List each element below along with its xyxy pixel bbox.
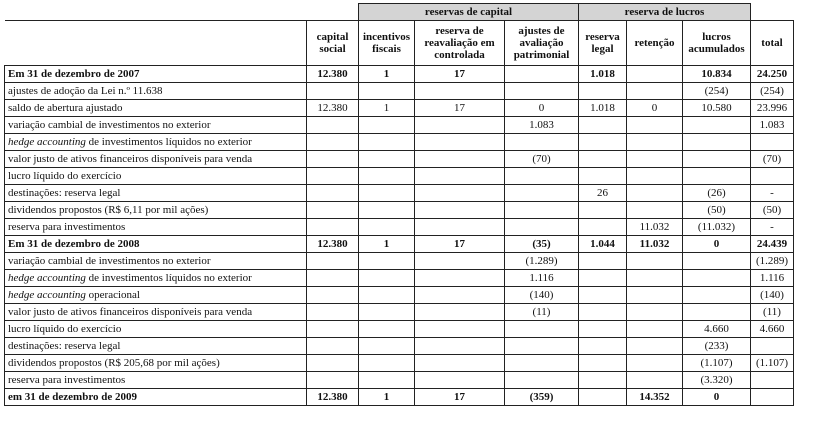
table-cell: [627, 133, 683, 150]
table-row: [5, 99, 794, 116]
column-header-row: [5, 20, 794, 65]
table-cell: [359, 184, 415, 201]
row-label-text: valor justo de ativos financeiros disponíveis para venda: [8, 305, 253, 318]
row-label: [5, 150, 307, 167]
table-cell: 24.250: [751, 65, 794, 82]
table-cell: [751, 388, 794, 405]
table-row: [5, 150, 794, 167]
table-cell: [415, 218, 505, 235]
table-cell: [751, 167, 794, 184]
table-cell: (50): [683, 201, 751, 218]
table-cell: 14.352: [627, 388, 683, 405]
table-cell: [307, 303, 359, 320]
table-cell: 23.996: [751, 99, 794, 116]
table-cell: [415, 116, 505, 133]
table-cell: [415, 150, 505, 167]
table-cell: 0: [505, 99, 579, 116]
table-cell: [627, 201, 683, 218]
table-cell: [579, 150, 627, 167]
row-label: [5, 235, 307, 252]
table-cell: [415, 184, 505, 201]
table-cell: [359, 371, 415, 388]
row-label-text: dividendos propostos (R$ 6,11 por mil ações): [8, 203, 209, 216]
row-label-text: em 31 de dezembro de 2009: [8, 390, 138, 403]
table-cell: [307, 337, 359, 354]
table-cell: 12.380: [307, 65, 359, 82]
table-cell: [683, 303, 751, 320]
table-cell: (11): [751, 303, 794, 320]
table-cell: [579, 133, 627, 150]
table-cell: (70): [505, 150, 579, 167]
row-label-text: saldo de abertura ajustado: [8, 101, 123, 114]
table-cell: -: [751, 184, 794, 201]
row-label-text: lucro líquido do exercício: [8, 322, 122, 335]
table-cell: [307, 252, 359, 269]
table-cell: [307, 354, 359, 371]
table-cell: [579, 388, 627, 405]
table-cell: [627, 371, 683, 388]
table-row: [5, 303, 794, 320]
table-cell: [627, 252, 683, 269]
table-cell: [579, 371, 627, 388]
table-cell: [579, 269, 627, 286]
table-cell: (1.107): [751, 354, 794, 371]
table-cell: 1: [359, 99, 415, 116]
row-label-text: lucro líquido do exercício: [8, 169, 122, 182]
table-row: [5, 286, 794, 303]
row-label: [5, 201, 307, 218]
table-cell: 11.032: [627, 235, 683, 252]
table-cell: [307, 116, 359, 133]
row-label: [5, 133, 307, 150]
table-cell: [415, 354, 505, 371]
table-cell: [359, 252, 415, 269]
table-row: [5, 218, 794, 235]
col-header-reserva-reavaliacao: reserva de reavaliação em controlada: [415, 20, 505, 65]
row-label: [5, 82, 307, 99]
table-cell: [579, 252, 627, 269]
table-cell: (359): [505, 388, 579, 405]
row-label-text: reserva para investimentos: [8, 373, 126, 386]
table-cell: 1.018: [579, 65, 627, 82]
table-cell: [359, 320, 415, 337]
table-cell: [307, 150, 359, 167]
table-cell: 17: [415, 99, 505, 116]
row-label: [5, 354, 307, 371]
header-corner-top: [5, 4, 307, 21]
table-body: [5, 65, 794, 405]
table-row: [5, 371, 794, 388]
table-cell: [415, 201, 505, 218]
table-cell: [627, 354, 683, 371]
table-cell: [751, 371, 794, 388]
header-corner: [5, 20, 307, 65]
table-cell: [415, 371, 505, 388]
table-cell: [627, 337, 683, 354]
table-cell: [307, 201, 359, 218]
table-cell: [359, 269, 415, 286]
row-label: [5, 337, 307, 354]
table-cell: [683, 252, 751, 269]
row-label-italic-term: hedge accounting: [8, 288, 86, 301]
table-cell: [359, 303, 415, 320]
table-cell: 10.580: [683, 99, 751, 116]
table-cell: [579, 303, 627, 320]
table-cell: 0: [683, 388, 751, 405]
table-cell: [359, 201, 415, 218]
table-cell: [683, 286, 751, 303]
row-label: [5, 252, 307, 269]
row-label-text: variação cambial de investimentos no exterior: [8, 118, 211, 131]
table-cell: 1: [359, 388, 415, 405]
table-cell: [627, 167, 683, 184]
table-row: [5, 235, 794, 252]
table-row: [5, 116, 794, 133]
table-cell: [505, 65, 579, 82]
table-cell: [579, 201, 627, 218]
table-cell: (233): [683, 337, 751, 354]
row-label-italic-term: hedge accounting: [8, 271, 86, 284]
table-cell: [359, 218, 415, 235]
table-cell: [359, 337, 415, 354]
row-label-text: Em 31 de dezembro de 2008: [8, 237, 140, 250]
row-label-italic-term: hedge accounting: [8, 135, 86, 148]
table-cell: (140): [505, 286, 579, 303]
table-cell: [307, 184, 359, 201]
table-cell: 4.660: [751, 320, 794, 337]
table-row: [5, 354, 794, 371]
table-cell: (254): [751, 82, 794, 99]
table-cell: (254): [683, 82, 751, 99]
header-blank-capital-social: [307, 4, 359, 21]
row-label: [5, 388, 307, 405]
table-cell: 0: [683, 235, 751, 252]
table-cell: [307, 320, 359, 337]
table-cell: [415, 269, 505, 286]
table-cell: [683, 133, 751, 150]
table-cell: [579, 218, 627, 235]
table-cell: [683, 167, 751, 184]
table-cell: 1: [359, 235, 415, 252]
table-cell: 12.380: [307, 99, 359, 116]
table-cell: [627, 269, 683, 286]
table-cell: [359, 354, 415, 371]
table-row: [5, 133, 794, 150]
col-header-ajustes-avaliacao: ajustes de avaliação patrimonial: [505, 20, 579, 65]
table-cell: [415, 133, 505, 150]
table-cell: (1.289): [751, 252, 794, 269]
table-row: [5, 269, 794, 286]
table-cell: [683, 116, 751, 133]
table-cell: (70): [751, 150, 794, 167]
table-cell: [307, 218, 359, 235]
table-cell: [359, 167, 415, 184]
table-cell: -: [751, 218, 794, 235]
table-cell: 11.032: [627, 218, 683, 235]
table-cell: [359, 150, 415, 167]
col-header-reserva-legal: reserva legal: [579, 20, 627, 65]
row-label: [5, 371, 307, 388]
table-cell: [683, 269, 751, 286]
col-header-capital-social: capital social: [307, 20, 359, 65]
row-label-text: Em 31 de dezembro de 2007: [8, 67, 140, 80]
table-cell: [505, 354, 579, 371]
row-label: [5, 65, 307, 82]
table-cell: [359, 116, 415, 133]
table-cell: [505, 133, 579, 150]
table-cell: [627, 82, 683, 99]
table-cell: [579, 116, 627, 133]
row-label: [5, 116, 307, 133]
table-cell: [579, 167, 627, 184]
table-cell: 10.834: [683, 65, 751, 82]
table-cell: 17: [415, 65, 505, 82]
table-cell: [579, 320, 627, 337]
table-cell: [627, 65, 683, 82]
col-header-retencao: retenção: [627, 20, 683, 65]
table-cell: [359, 133, 415, 150]
table-cell: (35): [505, 235, 579, 252]
table-row: [5, 65, 794, 82]
table-cell: 24.439: [751, 235, 794, 252]
row-label-text: ajustes de adoção da Lei n.º 11.638: [8, 84, 163, 97]
row-label-text: destinações: reserva legal: [8, 186, 121, 199]
table-cell: [307, 133, 359, 150]
table-cell: [415, 82, 505, 99]
table-cell: [505, 337, 579, 354]
table-cell: 17: [415, 235, 505, 252]
table-cell: 1.044: [579, 235, 627, 252]
row-label-text: valor justo de ativos financeiros disponíveis para venda: [8, 152, 253, 165]
table-cell: 1.018: [579, 99, 627, 116]
row-label: [5, 303, 307, 320]
group-header-reservas-capital: reservas de capital: [359, 4, 579, 21]
row-label: [5, 184, 307, 201]
table-cell: 4.660: [683, 320, 751, 337]
row-label-text: reserva para investimentos: [8, 220, 126, 233]
row-label: [5, 286, 307, 303]
table-cell: [505, 167, 579, 184]
table-cell: [415, 303, 505, 320]
col-header-total: total: [751, 20, 794, 65]
table-cell: [579, 337, 627, 354]
table-row: [5, 184, 794, 201]
equity-statement-container: [4, 3, 794, 406]
table-cell: [505, 184, 579, 201]
table-row: [5, 201, 794, 218]
row-label: [5, 320, 307, 337]
row-label-text: variação cambial de investimentos no exterior: [8, 254, 211, 267]
table-cell: [415, 252, 505, 269]
table-cell: [307, 269, 359, 286]
table-cell: 1.083: [751, 116, 794, 133]
table-cell: [359, 286, 415, 303]
header-blank-total: [751, 4, 794, 21]
table-cell: [415, 320, 505, 337]
row-label: [5, 269, 307, 286]
table-row: [5, 337, 794, 354]
equity-statement-table: [4, 3, 794, 406]
row-label-text: dividendos propostos (R$ 205,68 por mil ações): [8, 356, 220, 369]
table-cell: [505, 320, 579, 337]
table-row: [5, 388, 794, 405]
table-cell: [505, 371, 579, 388]
table-cell: 1: [359, 65, 415, 82]
table-cell: [307, 286, 359, 303]
table-cell: (3.320): [683, 371, 751, 388]
table-cell: [683, 150, 751, 167]
col-header-incentivos-fiscais: incentivos fiscais: [359, 20, 415, 65]
table-cell: [627, 150, 683, 167]
table-cell: 12.380: [307, 388, 359, 405]
table-cell: [627, 116, 683, 133]
table-row: [5, 82, 794, 99]
table-cell: (1.107): [683, 354, 751, 371]
row-label-text: destinações: reserva legal: [8, 339, 121, 352]
row-label-text: operacional: [85, 288, 140, 301]
table-cell: [505, 82, 579, 99]
table-cell: [751, 337, 794, 354]
row-label: [5, 167, 307, 184]
table-cell: (26): [683, 184, 751, 201]
table-cell: [627, 320, 683, 337]
table-cell: 0: [627, 99, 683, 116]
table-cell: [751, 133, 794, 150]
group-header-row: [5, 4, 794, 21]
table-cell: (11.032): [683, 218, 751, 235]
table-row: [5, 167, 794, 184]
row-label-text: de investimentos líquidos no exterior: [85, 271, 252, 284]
table-cell: 1.083: [505, 116, 579, 133]
table-cell: [627, 303, 683, 320]
table-cell: (140): [751, 286, 794, 303]
table-cell: [627, 184, 683, 201]
table-row: [5, 252, 794, 269]
table-cell: [579, 82, 627, 99]
row-label: [5, 218, 307, 235]
table-cell: 12.380: [307, 235, 359, 252]
table-cell: [307, 167, 359, 184]
table-cell: (50): [751, 201, 794, 218]
table-cell: [505, 201, 579, 218]
row-label: [5, 99, 307, 116]
table-cell: [415, 167, 505, 184]
table-cell: [307, 82, 359, 99]
table-cell: [579, 354, 627, 371]
table-cell: [415, 337, 505, 354]
table-row: [5, 320, 794, 337]
table-cell: [627, 286, 683, 303]
col-header-lucros-acumulados: lucros acumulados: [683, 20, 751, 65]
table-cell: [579, 286, 627, 303]
table-cell: 1.116: [751, 269, 794, 286]
table-cell: [307, 371, 359, 388]
table-cell: [359, 82, 415, 99]
table-cell: [415, 286, 505, 303]
table-cell: (11): [505, 303, 579, 320]
table-cell: [505, 218, 579, 235]
table-cell: 1.116: [505, 269, 579, 286]
table-cell: 26: [579, 184, 627, 201]
row-label-text: de investimentos líquidos no exterior: [85, 135, 252, 148]
group-header-reserva-lucros: reserva de lucros: [579, 4, 751, 21]
table-cell: (1.289): [505, 252, 579, 269]
table-cell: 17: [415, 388, 505, 405]
